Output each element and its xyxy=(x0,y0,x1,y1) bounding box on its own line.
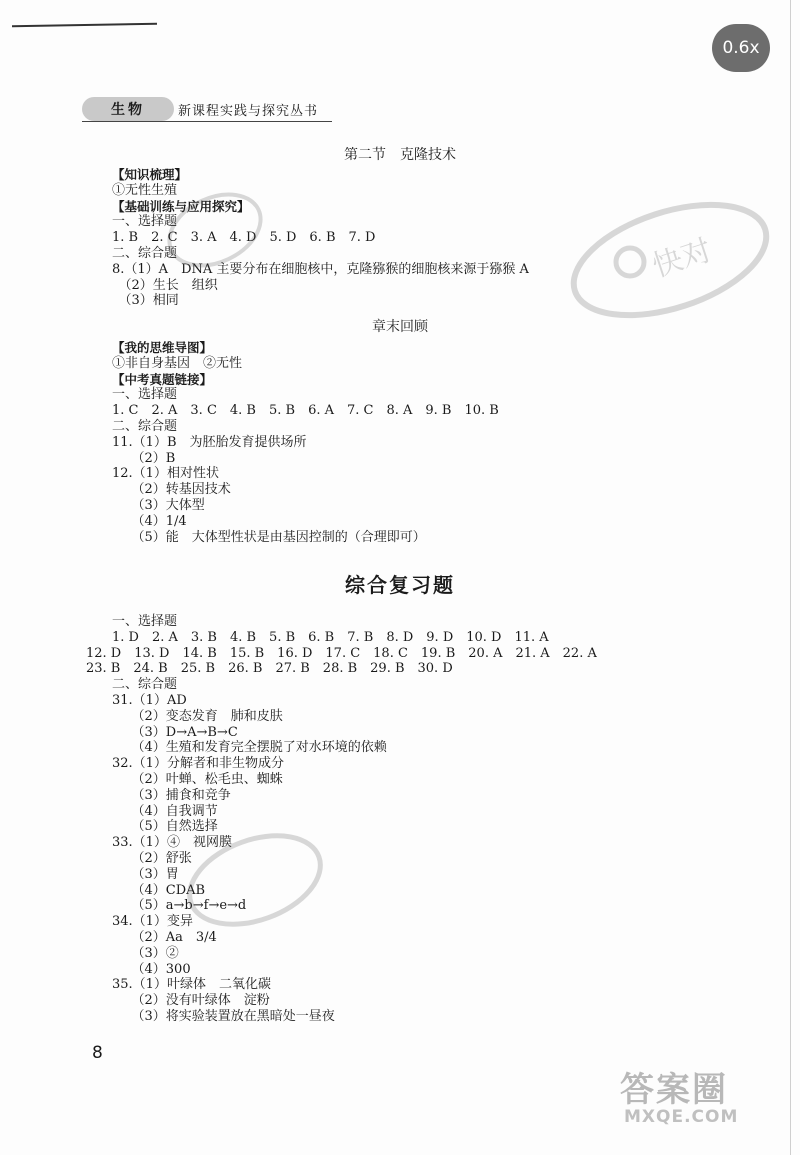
watermark-stamp xyxy=(160,185,270,275)
answer-line: 二、综合题 xyxy=(112,246,178,261)
answer-line: （5）能 大体型性状是由基因控制的（合理即可） xyxy=(112,529,426,545)
answer-line: 33.（1）④ 视网膜 xyxy=(112,835,232,851)
answer-line: （2）Aa 3/4 xyxy=(112,930,217,945)
answer-line: 8.（1）A DNA 主要分布在细胞核中，克隆猕猴的细胞核来源于猕猴 A xyxy=(112,261,529,277)
page-number: 8 xyxy=(92,1043,103,1063)
answer-line: （4）生殖和发育完全摆脱了对水环境的依赖 xyxy=(112,740,387,756)
answer-line: 12.（1）相对性状 xyxy=(112,466,219,482)
answer-line: 一、选择题 xyxy=(112,387,178,403)
answer-line: （3）胃 xyxy=(112,866,179,882)
answer-line: 32.（1）分解者和非生物成分 xyxy=(112,756,284,772)
site-watermark-url: MXQE.COM xyxy=(624,1107,739,1127)
answer-line: 一、选择题 xyxy=(112,214,178,230)
answer-line: （4）CDAB xyxy=(112,882,206,898)
answer-line: 【中考真题链接】 xyxy=(112,371,213,387)
answer-line: （4）300 xyxy=(112,961,191,977)
site-watermark xyxy=(620,1062,738,1127)
answer-line: （5）a→b→f→e→d xyxy=(112,898,247,914)
answer-line: （4）自我调节 xyxy=(112,803,218,819)
answer-line: 【基础训练与应用探究】 xyxy=(112,198,250,214)
answer-line: 23. B 24. B 25. B 26. B 27. B 28. B 29. B 30. D xyxy=(86,661,453,677)
answer-line: 1. C 2. A 3. C 4. B 5. B 6. A 7. C 8. A 9. B 10. B xyxy=(112,403,499,419)
answer-line: （2）B xyxy=(112,450,176,466)
zoom-level-badge[interactable]: 0.6x xyxy=(712,24,770,72)
section1-title: 第二节 克隆技术 xyxy=(344,147,456,163)
answer-line: 35.（1）叶绿体 二氧化碳 xyxy=(112,977,271,993)
answer-line: 一、选择题 xyxy=(112,614,178,629)
answer-line: （2）变态发育 肺和皮肤 xyxy=(112,708,283,724)
answer-line: 二、综合题 xyxy=(112,419,178,434)
answer-line: 34.（1）变异 xyxy=(112,914,193,930)
answer-line: 31.（1）AD xyxy=(112,693,187,708)
answer-line: 1. D 2. A 3. B 4. B 5. B 6. B 7. B 8. D 9. D 10. D 11. A xyxy=(112,629,549,645)
watermark-brand-text: 快对 xyxy=(648,232,717,285)
header-underline xyxy=(82,121,332,122)
answer-line: （3）大体型 xyxy=(112,498,205,513)
answer-line: 12. D 13. D 14. B 15. B 16. D 17. C 18. C 19. B 20. A 21. A 22. A xyxy=(86,645,597,661)
answer-line: （2）叶蝉、松毛虫、蜘蛛 xyxy=(112,772,283,787)
answer-line: （2）没有叶绿体 淀粉 xyxy=(112,993,270,1009)
answer-line: （5）自然选择 xyxy=(112,819,218,835)
watermark-stamp xyxy=(180,820,330,940)
answer-line: 【我的思维导图】 xyxy=(112,340,213,355)
answer-line: （3）捕食和竞争 xyxy=(112,787,231,803)
answer-line: （2）转基因技术 xyxy=(112,482,231,498)
answer-line: （2）舒张 xyxy=(112,851,192,866)
answer-line: （3）相同 xyxy=(112,293,179,309)
answer-line: （3）D→A→B→C xyxy=(112,724,238,740)
answer-line: （3）将实验装置放在黑暗处一昼夜 xyxy=(112,1009,335,1024)
answer-line: （2）生长 组织 xyxy=(112,277,218,293)
top-rule-line xyxy=(12,23,157,28)
watermark-stamp xyxy=(560,200,780,320)
answer-line: ①非自身基因 ②无性 xyxy=(112,355,243,371)
section2-title: 章末回顾 xyxy=(372,319,428,335)
subject-label: 生物 xyxy=(82,97,174,121)
answer-line: 1. B 2. C 3. A 4. D 5. D 6. B 7. D xyxy=(112,230,376,246)
section3-title: 综合复习题 xyxy=(345,573,455,597)
answer-line: ①无性生殖 xyxy=(112,182,178,198)
answer-line: （4）1/4 xyxy=(112,513,187,529)
answer-line: 【知识梳理】 xyxy=(112,167,188,182)
answer-line: 二、综合题 xyxy=(112,677,178,693)
series-title: 新课程实践与探究丛书 xyxy=(178,104,319,119)
answer-line: （3）② xyxy=(112,945,179,961)
answer-line: 11.（1）B 为胚胎发育提供场所 xyxy=(112,434,307,450)
site-watermark-title: 答案圈 xyxy=(620,1070,728,1110)
